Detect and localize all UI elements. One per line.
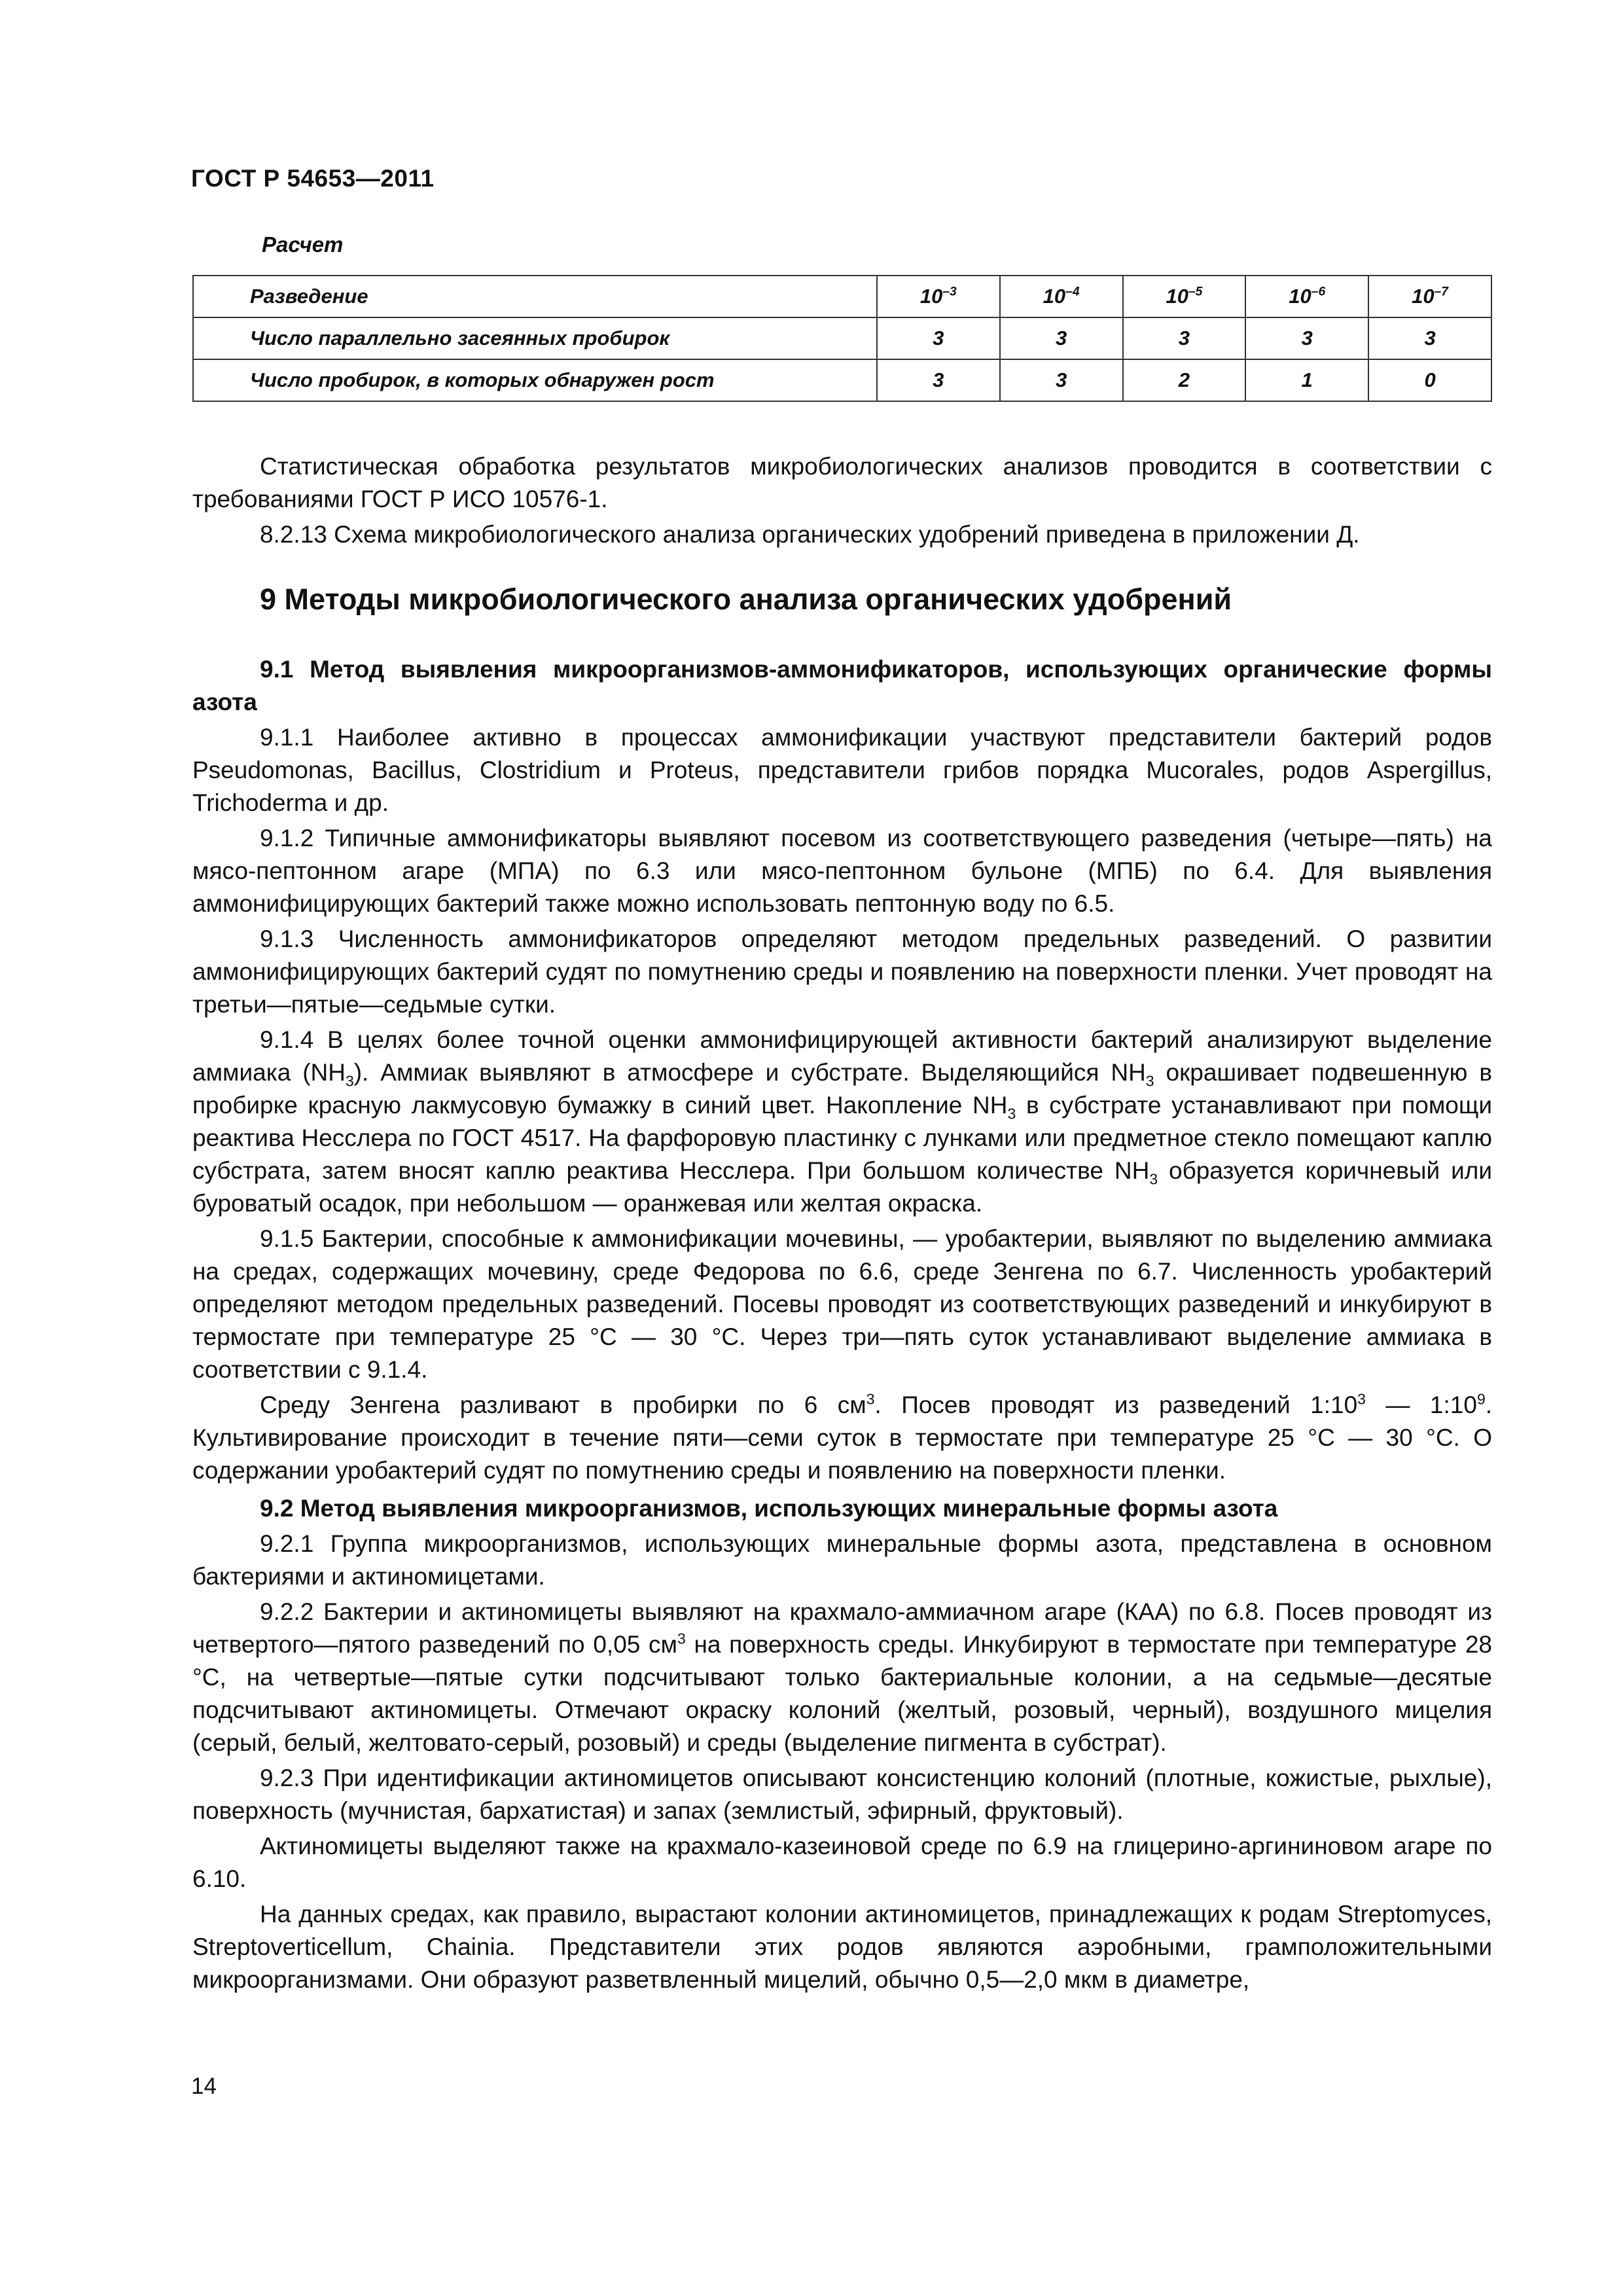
subsection-9-1-heading: 9.1 Метод выявления микроорганизмов-аммонификаторов, использующих органические формы азота xyxy=(192,656,1492,715)
paragraph-actinomycetes: Актиномицеты выделяют также на крахмало-казеиновой среде по 6.9 на глицерино-аргининовом агаре по 6.10. xyxy=(192,1833,1492,1892)
table-cell: 3 xyxy=(1368,317,1491,359)
section-9-heading: 9 Методы микробиологического анализа органических удобрений xyxy=(260,583,1232,616)
paragraph-9-1-4: 9.1.4 В целях более точной оценки аммонифицирующей активности бактерий анализируют выделение аммиака $(NH_3)$. Аммиак выявляют в атмосфере и субстрате. Выделяющийся $NH_3$ окрашивает подвешенную в пробирке красную лакмусовую бумажку в синий цвет. Накопление $NH_3$ в субстрате устанавливают при помощи реактива Несслера по ГОСТ 4517. На фарфоровую пластинку с лунками или предметное стекло помещают каплю субстрата, затем вносят каплю реактива Несслера. При большом количестве $NH_3$ образуется коричневый или буроватый осадок, при небольшом — оранжевая или желтая окраска. xyxy=(192,1026,1492,1217)
table-cell: 3 xyxy=(877,317,1000,359)
table-row xyxy=(193,317,1491,359)
paragraph-zengen-medium: Среду Зенгена разливают в пробирки по 6 $см^3$. Посев проводят из разведений $1:10^3$ — $1:10^9$. Культивирование происходит в течение пяти—семи суток в термостате при температуре 25 °С — 30 °С. О содержании уробактерий судят по помутнению среды и появлению на поверхности пленки. xyxy=(192,1390,1492,1484)
table-cell: 0 xyxy=(1368,359,1491,401)
dilution-table xyxy=(192,275,1492,402)
page-number: 14 xyxy=(191,2073,217,2099)
paragraph-statistics: Статистическая обработка результатов микробиологических анализов проводится в соответствии с требованиями ГОСТ Р ИСО 10576-1. xyxy=(192,453,1492,512)
table-cell: 3 xyxy=(1000,317,1123,359)
subsection-9-2-heading: 9.2 Метод выявления микроорганизмов, использующих минеральные формы азота xyxy=(260,1495,1278,1522)
paragraph-9-1-5: 9.1.5 Бактерии, способные к аммонификации мочевины, — уробактерии, выявляют по выделению аммиака на средах, содержащих мочевину, среде Федорова по 6.6, среде Зенгена по 6.7. Численность уробактерий определяют методом предельных разведений. Посевы проводят из соответствующих разведений и инкубируют в термостате при температуре 25 °С — 30 °С. Через три—пять суток устанавливают выделение аммиака в соответствии с 9.1.4. xyxy=(192,1225,1492,1383)
table-row xyxy=(193,276,1491,317)
table-cell: $10^{-7}$ xyxy=(1368,276,1491,317)
table-cell: 2 xyxy=(1123,359,1246,401)
table-cell: 1 xyxy=(1245,359,1368,401)
table-cell: 3 xyxy=(1000,359,1123,401)
table-cell: $10^{-3}$ xyxy=(877,276,1000,317)
table-row xyxy=(193,359,1491,401)
table-cell: $10^{-5}$ xyxy=(1123,276,1246,317)
paragraph-9-2-1: 9.2.1 Группа микроорганизмов, использующих минеральные формы азота, представлена в основном бактериями и актиномицетами. xyxy=(192,1530,1492,1590)
table-cell: $10^{-4}$ xyxy=(1000,276,1123,317)
paragraph-media-colonies: На данных средах, как правило, вырастают колонии актиномицетов, принадлежащих к родам Streptomyces, Streptoverticellum, Chainia. Представители этих родов являются аэробными, грамположительными микроорганизмами. Они образуют разветвленный мицелий, обычно 0,5—2,0 мкм в диаметре, xyxy=(192,1901,1492,1993)
main-text xyxy=(192,450,1492,1999)
paragraph-9-1-3: 9.1.3 Численность аммонификаторов определяют методом предельных разведений. О развитии аммонифицирующих бактерий судят по помутнению среды и появлению на поверхности пленки. Учет проводят на третьи—пятые—седьмые сутки. xyxy=(192,925,1492,1018)
paragraph-9-2-2: 9.2.2 Бактерии и актиномицеты выявляют на крахмало-аммиачном агаре (КАА) по 6.8. Посев проводят из четвертого—пятого разведений по 0,05 $см^3$ на поверхность среды. Инкубируют в термостате при температуре 28 °С, на четвертые—пятые сутки подсчитывают только бактериальные колонии, а на седьмые—десятые подсчитывают актиномицеты. Отмечают окраску колоний (желтый, розовый, черный), воздушного мицелия (серый, белый, желтовато-серый, розовый) и среды (выделение пигмента в субстрат). xyxy=(192,1598,1492,1756)
paragraph-9-2-3: 9.2.3 При идентификации актиномицетов описывают консистенцию колоний (плотные, кожистые, рыхлые), поверхность (мучнистая, бархатистая) и запах (землистый, эфирный, фруктовый). xyxy=(192,1765,1492,1824)
row-label: Число пробирок, в которых обнаружен рост xyxy=(193,359,877,401)
document-header: ГОСТ Р 54653—2011 xyxy=(191,165,435,192)
table-cell: 3 xyxy=(877,359,1000,401)
paragraph-8-2-13: 8.2.13 Схема микробиологического анализа органических удобрений приведена в приложении Д. xyxy=(260,521,1360,548)
paragraph-9-1-1: 9.1.1 Наиболее активно в процессах аммонификации участвуют представители бактерий родов Pseudomonas, Bacillus, Clostridium и Proteus, представители грибов порядка Mucorales, родов Aspergillus, Trichoderma и др. xyxy=(192,724,1492,816)
table-cell: $10^{-6}$ xyxy=(1245,276,1368,317)
table-cell: 3 xyxy=(1245,317,1368,359)
calculation-title: Расчет xyxy=(262,232,344,257)
row-label: Число параллельно засеянных пробирок xyxy=(193,317,877,359)
row-label: Разведение xyxy=(193,276,877,317)
table-cell: 3 xyxy=(1123,317,1246,359)
paragraph-9-1-2: 9.1.2 Типичные аммонификаторы выявляют посевом из соответствующего разведения (четыре—пять) на мясо-пептонном агаре (МПА) по 6.3 или мясо-пептонном бульоне (МПБ) по 6.4. Для выявления аммонифицирующих бактерий также можно использовать пептонную воду по 6.5. xyxy=(192,825,1492,917)
